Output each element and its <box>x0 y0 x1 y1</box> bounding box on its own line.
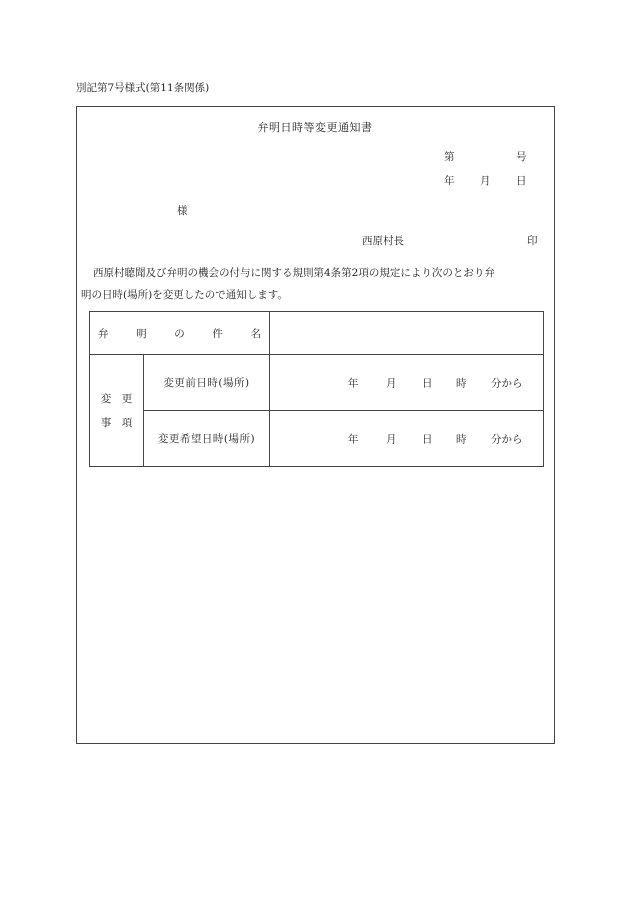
table-row-change-requested <box>90 411 544 467</box>
requested-datetime-label: 変更希望日時(場所) <box>144 411 270 467</box>
addressee-suffix: 様 <box>177 205 188 217</box>
seal-mark: 印 <box>527 235 538 247</box>
before-datetime-label: 変更前日時(場所) <box>144 355 270 411</box>
document-title: 弁明日時等変更通知書 <box>257 121 373 134</box>
month-unit: 月 <box>386 433 397 445</box>
body-text-line1: 西原村聴聞及び弁明の機会の付与に関する規則第4条第2項の規定により次のとおり弁 <box>93 267 495 279</box>
day-unit: 日 <box>422 433 433 445</box>
number-prefix: 第 <box>444 151 455 163</box>
date-day-label: 日 <box>516 175 527 187</box>
number-suffix: 号 <box>516 151 527 163</box>
subject-label-char: 件 <box>212 327 236 340</box>
sender-title: 西原村長 <box>362 235 404 247</box>
month-unit: 月 <box>386 377 397 389</box>
before-datetime-field[interactable] <box>270 355 544 411</box>
subject-value-field[interactable] <box>270 312 544 355</box>
body-text-line2: 明の日時(場所)を変更したので通知します。 <box>81 289 288 301</box>
date-year-label: 年 <box>444 175 455 187</box>
subject-label <box>90 312 270 355</box>
form-label: 別記第7号様式(第11条関係) <box>76 82 210 94</box>
year-unit: 年 <box>348 433 359 445</box>
subject-label-char: の <box>174 327 197 340</box>
year-unit: 年 <box>348 377 359 389</box>
change-label-line2: 事 項 <box>100 416 133 429</box>
requested-datetime-field[interactable] <box>270 411 544 467</box>
hour-unit: 時 <box>456 433 467 445</box>
change-label-line1: 変 更 <box>100 392 133 405</box>
detail-table <box>89 311 544 467</box>
table-row-change-before <box>90 355 544 411</box>
subject-label-char: 名 <box>250 327 261 340</box>
day-unit: 日 <box>422 377 433 389</box>
change-items-label <box>90 355 144 467</box>
minute-from-unit: 分から <box>491 433 523 445</box>
minute-from-unit: 分から <box>491 377 523 389</box>
hour-unit: 時 <box>456 377 467 389</box>
date-month-label: 月 <box>480 175 491 187</box>
subject-label-char: 弁 <box>98 327 121 340</box>
table-row-subject <box>90 312 544 355</box>
subject-label-char: 明 <box>136 327 159 340</box>
